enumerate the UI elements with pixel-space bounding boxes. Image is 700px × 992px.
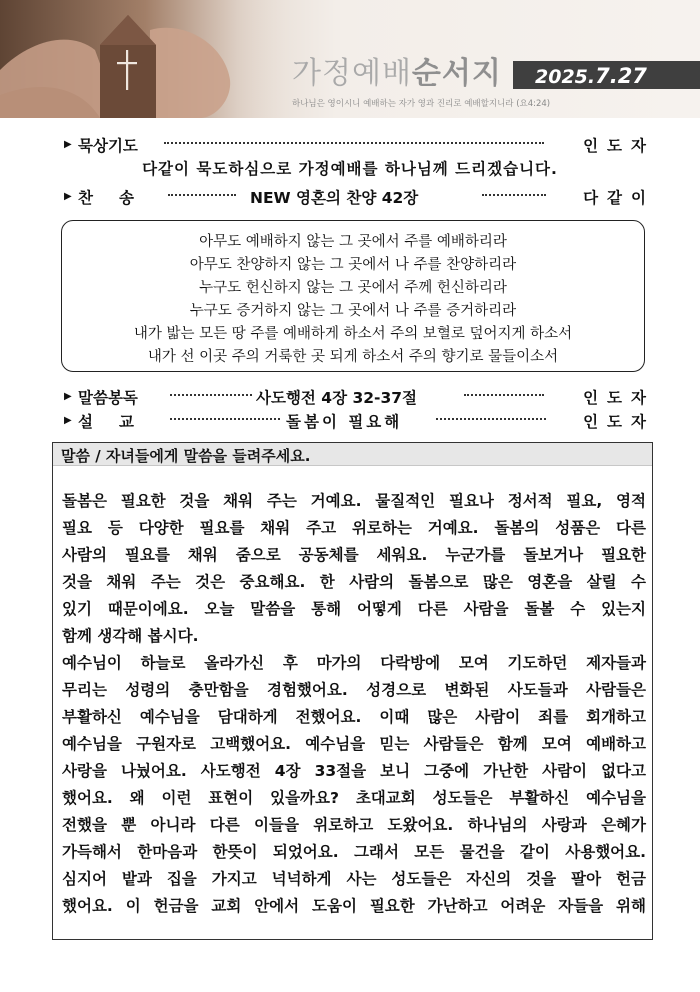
lyric-line: 누구도 헌신하지 않는 그 곳에서 주께 헌신하리라 [199,280,507,296]
sermon-text-line: 가득해서 한마음과 한뜻이 되었어요. 그래서 모든 물건을 같이 사용했어요. [62,843,646,861]
sermon-text-line: 있기 때문이에요. 오늘 말씀을 통해 어떻게 다른 사람을 돌볼 수 있는지 [62,600,646,618]
sermon-text-line: 함께 생각해 봅시다. [62,627,199,645]
bullet-arrow-icon: ▶ [64,415,72,426]
lyric-line: 누구도 증거하지 않는 그 곳에서 나 주를 증거하리라 [189,303,517,319]
sermon-text-line: 심지어 밭과 집을 가지고 넉넉하게 사는 성도들은 자신의 것을 팔아 헌금 [62,870,646,888]
lyric-line: 내가 밟는 모든 땅 주를 예배하게 하소서 주의 보혈로 덮어지게 하소서 [133,326,573,342]
sermon-box [52,442,653,940]
header-banner [0,0,700,118]
praying-hands-house-image [0,0,290,118]
leader-dots [164,142,544,146]
lyric-line: 아무도 찬양하지 않는 그 곳에서 나 주를 찬양하리라 [189,257,517,273]
order-label: 묵상기도 [78,137,138,155]
leader-dots [464,394,544,398]
order-row-hymn [64,186,655,210]
leader-dots [170,418,280,422]
sermon-text-line: 것을 채워 주는 것은 중요해요. 한 사람의 돌봄으로 많은 영혼을 살릴 수 [62,573,646,591]
date-month-day: 7.27 [595,64,647,88]
order-leader: 인도자 [583,413,655,431]
order-label: 설교 [78,413,160,431]
order-leader: 다같이 [583,189,655,207]
sermon-text-line: 예수님이 하늘로 올라가신 후 마가의 다락방에 모여 기도하던 제자들과 [62,654,646,672]
bulletin-title: 가정예배순서지 [292,56,502,91]
sermon-text-line: 예수님을 구원자로 고백했어요. 예수님을 믿는 사람들은 함께 모여 예배하고 [62,735,646,753]
sermon-text-line: 했어요. 이 헌금을 교회 안에서 도움이 필요한 가난하고 어려운 자들을 위해 [62,897,646,915]
leader-dots [168,194,236,198]
bullet-arrow-icon: ▶ [64,139,72,150]
order-label: 말씀봉독 [78,389,138,407]
order-row-sermon [64,410,655,434]
order-row-reading [64,386,655,410]
order-row-prayer [64,134,655,158]
lyric-line: 아무도 예배하지 않는 그 곳에서 주를 예배하리라 [199,234,507,250]
sermon-text-line: 필요 등 다양한 필요를 채워 주고 위로하는 거예요. 돌봄의 성품은 다른 [62,519,646,537]
leader-dots [482,194,546,198]
bullet-arrow-icon: ▶ [64,391,72,402]
header-verse: 하나님은 영이시니 예배하는 자가 영과 진리로 예배할지니라 (요4:24) [292,99,551,109]
prayer-sentence: 다같이 묵도하심으로 가정예배를 하나님께 드리겠습니다. [142,160,558,178]
order-leader: 인도자 [583,389,655,407]
sermon-text-line: 사람의 필요를 채워 줌으로 공동체를 세워요. 누군가를 돌보거나 필요한 [62,546,646,564]
sermon-text-line: 전했을 뿐 아니라 다른 이들을 위로하고 도왔어요. 하나님의 사랑과 은혜가 [62,816,646,834]
sermon-text-line: 돌봄은 필요한 것을 채워 주는 거예요. 물질적인 필요나 정서적 필요, 영적 [62,492,646,510]
lyric-line: 내가 선 이곳 주의 거룩한 곳 되게 하소서 주의 향기로 물들이소서 [147,349,559,365]
hymn-lyrics-box [61,220,645,372]
hymn-title: NEW 영혼의 찬양 42장 [250,189,419,207]
leader-dots [170,394,252,398]
sermon-heading-bar [53,443,652,466]
order-label: 찬송 [78,189,160,207]
reading-passage: 사도행전 4장 32-37절 [256,389,417,407]
sermon-heading: 말씀 / 자녀들에게 말씀을 들려주세요. [61,447,311,465]
leader-dots [436,418,546,422]
sermon-text-line: 사랑을 나눴어요. 사도행전 4장 33절을 보니 그중에 가난한 사람이 없다고 [62,762,646,780]
sermon-text-line: 했어요. 왜 이런 표현이 있을까요? 초대교회 성도들은 부활하신 예수님을 [62,789,646,807]
date-badge: 2025.7.27 [513,61,700,89]
order-leader: 인도자 [583,137,655,155]
sermon-text-line: 무리는 성령의 충만함을 경험했어요. 성경으로 변화된 사도들과 사람들은 [62,681,646,699]
sermon-title: 돌봄이 필요해 [286,413,403,431]
sermon-text-line: 부활하신 예수님을 담대하게 전했어요. 이때 많은 사람이 죄를 회개하고 [62,708,646,726]
bullet-arrow-icon: ▶ [64,191,72,202]
